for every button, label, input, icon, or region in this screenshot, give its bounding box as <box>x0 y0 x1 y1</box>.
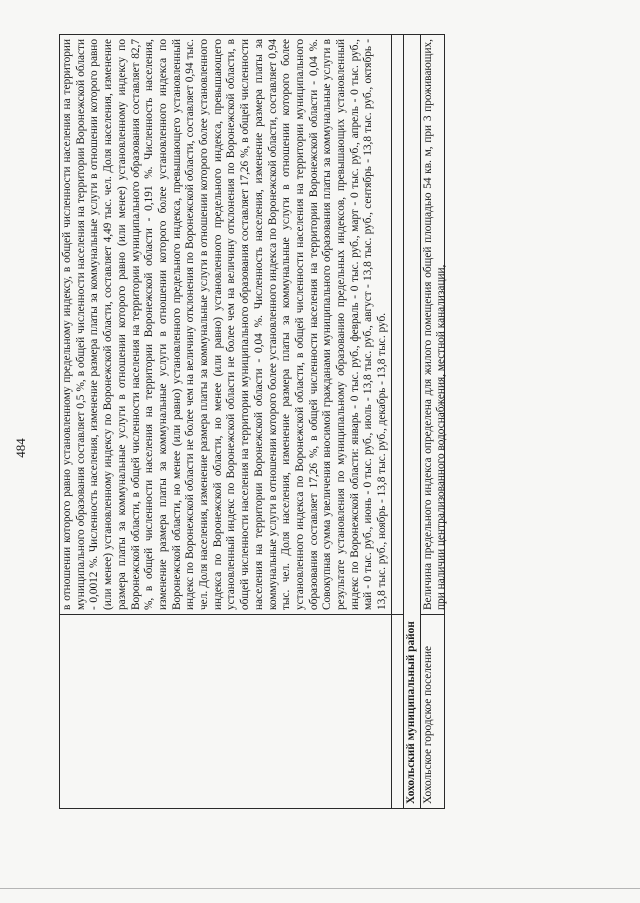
empty-cell <box>391 35 403 615</box>
row1-text-cell: в отношении которого равно установленному предельному индексу, в общей численности населения на территории муниципального образования составляет 0,5 %, в общей численности населения на территории Воронежской области - 0,0012 %. Численность населения, изменение размера платы за коммунальные услуги в отношении которого равно (или менее) установленному индексу по Воронежской области, составляет 4,49 тыс. чел. Доля населения, изменение размера платы за коммунальные услуги в отношении которого равно (или менее) установленному индексу по Воронежской области, в общей численности населения на территории муниципального образования составляет 82,7 %, в общей численности населения на территории Воронежской области - 0,191 %. Численность населения, изменение размера платы за коммунальные услуги в отношении которого более установленного индекса по Воронежской области, но менее (или равно) установленного предельного индекса, превышающего установленный индекс по Воронежской области не более чем на величину отклонения по Воронежской области, составляет 0,94 тыс. чел. Доля населения, изменение размера платы за коммунальные услуги в отношении которого более установленного индекса по Воронежской области, но менее (или равно) установленного предельного индекса, превышающего установленный индекс по Воронежской области не более чем на величину отклонения по Воронежской области, в общей численности населения на территории муниципального образования составляет 17,26 %, в общей численности населения на территории Воронежской области - 0,04 %. Численность населения, изменение размера платы за коммунальные услуги в отношении которого более установленного индекса по Воронежской области, составляет 0,94 тыс. чел. Доля населения, изменение размера платы за коммунальные услуги в отношении которого более установленного индекса по Воронежской области, в общей численности населения на территории муниципального образования составляет 17,26 %, в общей численности населения на территории Воронежской области - 0,04 %. Совокупная сумма увеличения вносимой гражданами муниципального образования платы за коммунальные услуги в результате установления по муниципальному образованию предельных индексов, превышающих установленный индекс по Воронежской области: январь - 0 тыс. руб., февраль - 0 тыс. руб., март - 0 тыс. руб., апрель - 0 тыс. руб., май - 0 тыс. руб., июнь - 0 тыс. руб., июль - 13,8 тыс. руб., август - 13,8 тыс. руб., сентябрь - 13,8 тыс. руб., октябрь - 13,8 тыс. руб., ноябрь - 13,8 тыс. руб., декабрь - 13,8 тыс. руб. <box>60 35 392 615</box>
district-row <box>403 35 420 809</box>
page-number: 484 <box>12 438 28 458</box>
empty-cell <box>391 615 403 809</box>
page-bottom-rule <box>0 888 640 889</box>
table-row <box>420 35 444 809</box>
row3-text-cell <box>420 35 448 615</box>
settlement-name: Хохольское городское поселение <box>421 645 434 804</box>
index-table <box>59 34 448 809</box>
rotated-table-container <box>59 34 604 809</box>
row3-text: Величина предельного индекса определена для жилого помещения общей площадью 54 кв. м, при 3 проживающих, при наличии централизованного водоснабжения, местной канализации, <box>421 39 448 610</box>
district-heading: Хохольский муниципальный район <box>403 35 420 809</box>
table-row <box>60 35 392 809</box>
settlement-name-cell <box>420 615 444 809</box>
table-row <box>391 35 403 809</box>
row1-left-cell <box>60 615 392 809</box>
